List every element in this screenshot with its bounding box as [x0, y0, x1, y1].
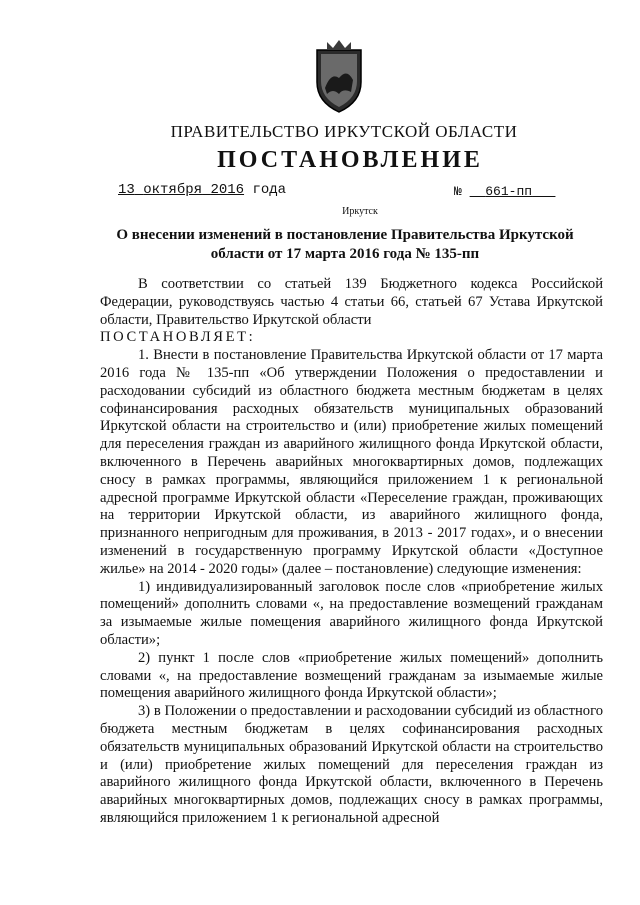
paragraph-item-1: 1. Внести в постановление Правительства Иркутской области от 17 марта 2016 года № 135-пп «Об утверждении Положения о предоставлении и расходовании субсидий из областного бюджета местным бюджетам в целях софинансирования расходных обязательств муниципальных образований Иркутской области на строительство и (или) приобретение жилых помещений для переселения граждан из аварийного жилищного фонда Иркутской области, включенного в Перечень аварийных многоквартирных домов, подлежащих сносу в рамках программы, являющийся приложением 1 к региональной адресной программе Иркутской области «Переселение граждан, проживающих на территории Иркутской области, из аварийного жилищного фонда, признанного непригодным для проживания, в 2013 - 2017 годах», и о внесении изменений в государственную программу Иркутской области «Доступное жилье» на 2014 - 2020 годы» (далее – постановление) следующие изменения:: [100, 347, 603, 577]
authority-name: ПРАВИТЕЛЬСТВО ИРКУТСКОЙ ОБЛАСТИ: [170, 122, 518, 141]
coat-of-arms-icon: [303, 38, 375, 118]
number-value: 661-пп: [485, 184, 533, 199]
date-year: 2016: [210, 182, 245, 198]
city-label: Иркутск: [342, 206, 378, 217]
paragraph-subitem-1: 1) индивидуализированный заголовок после слов «приобретение жилых помещений» дополнить словами «, на предоставление возмещений гражданам за изымаемые жилые помещения аварийного жилищного фонда Иркутской области»;: [100, 578, 603, 648]
document-title: О внесении изменений в постановление Правительства Иркутской области от 17 марта 2016 года № 135-пп: [116, 227, 574, 262]
number-prefix: №: [454, 184, 462, 199]
date-month: октября: [143, 182, 203, 198]
document-body: [100, 276, 603, 828]
paragraph-subitem-3: 3) в Положении о предоставлении и расходовании субсидий из областного бюджета местным бюджетам в целях софинансирования расходных обязательств муниципальных образований Иркутской области на строительство и (или) приобретение жилых помещений для переселения граждан из аварийного жилищного фонда Иркутской области, включенного в Перечень аварийных многоквартирных домов, подлежащих сносу в рамках программы, являющийся приложением 1 к региональной адресной: [100, 703, 603, 826]
document-number: [454, 184, 555, 199]
document-type: ПОСТАНОВЛЕНИЕ: [217, 147, 483, 173]
date-day: 13: [118, 182, 135, 198]
paragraph-subitem-2: 2) пункт 1 после слов «приобретение жилых помещений» дополнить словами «, на предоставление возмещений гражданам за изымаемые жилые помещения аварийного жилищного фонда Иркутской области»;: [100, 649, 603, 702]
preamble: В соответствии со статьей 139 Бюджетного кодекса Российской Федерации, руководствуясь частью 4 статьи 66, статьей 67 Устава Иркутской области, Правительство Иркутской области: [100, 276, 603, 328]
resolves-heading: ПОСТАНОВЛЯЕТ:: [100, 329, 256, 346]
date-suffix: года: [252, 182, 287, 198]
document-date: [118, 182, 286, 198]
